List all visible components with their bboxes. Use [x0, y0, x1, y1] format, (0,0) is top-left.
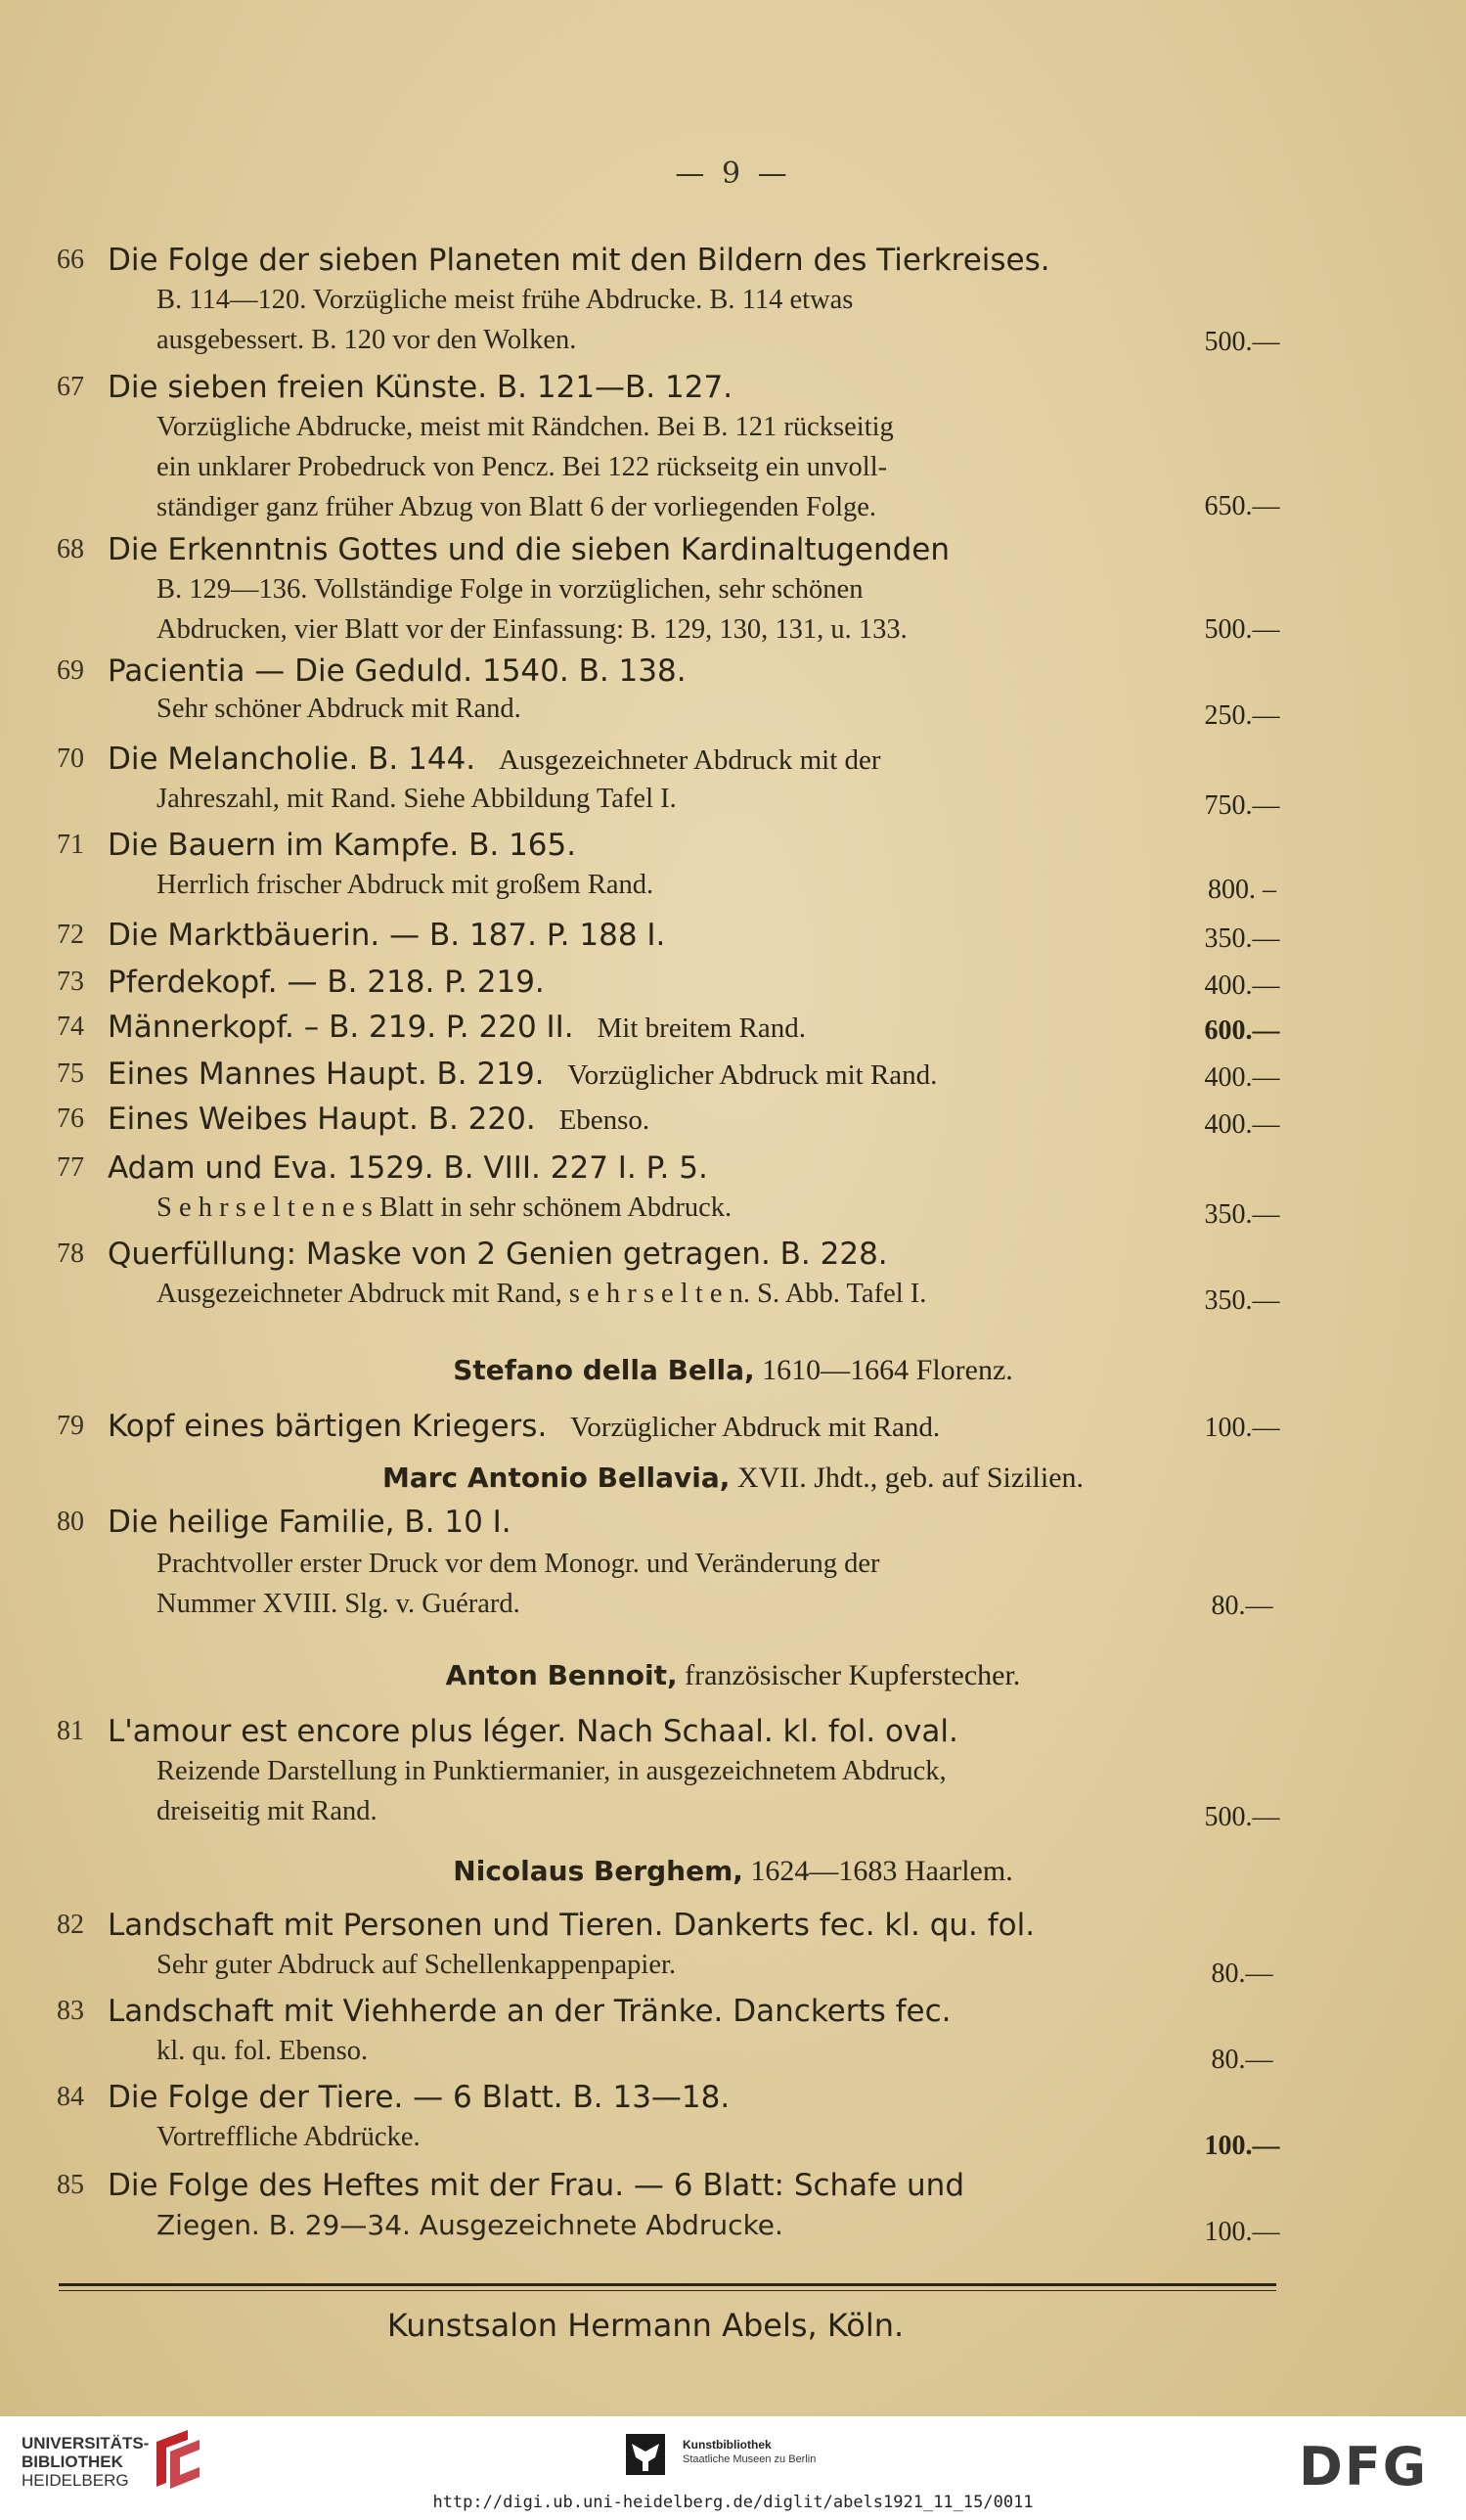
- entry-price: 100.—: [1204, 2217, 1280, 2247]
- entry-title: [108, 1102, 1213, 1137]
- entry-price: 500.—: [1204, 327, 1280, 357]
- desc-line: B. 114—120. Vorzügliche meist frühe Abdrucke. B. 114 etwas: [156, 285, 854, 315]
- desc-line: S e h r s e l t e n e s Blatt in sehr schönem Abdruck.: [156, 1192, 733, 1223]
- desc-line: Vorzügliche Abdrucke, meist mit Rändchen. Bei B. 121 rückseitig: [156, 412, 894, 442]
- entry-price: 350.—: [1204, 1285, 1280, 1316]
- entry-price: 750.—: [1204, 790, 1280, 821]
- entry-price: 600.—: [1204, 1015, 1280, 1046]
- artist-name: Stefano della Bella,: [453, 1354, 755, 1386]
- entry-number: 78: [57, 1238, 84, 1269]
- entry-number: 74: [57, 1012, 84, 1042]
- entry-description: [156, 2031, 1183, 2071]
- entry-title: Die Bauern im Kampfe. B. 165.: [108, 828, 577, 863]
- entry-description: [156, 407, 1183, 527]
- entry-price: 400.—: [1204, 1109, 1280, 1140]
- entry-description: [156, 569, 1183, 650]
- title-note: Vorzüglicher Abdruck mit Rand.: [570, 1412, 941, 1443]
- entry-title: Pacientia — Die Geduld. 1540. B. 138.: [108, 653, 687, 689]
- ub-logo-line-1: UNIVERSITÄTS-: [22, 2434, 150, 2452]
- section-heading: [0, 1462, 1466, 1495]
- entry-number: 66: [57, 245, 84, 275]
- entry-number: 85: [57, 2170, 84, 2200]
- entry-price: 500.—: [1204, 1802, 1280, 1832]
- entry-description: [156, 2205, 1183, 2245]
- entry-price: 350.—: [1204, 1199, 1280, 1230]
- desc-line: dreiseitig mit Rand.: [156, 1796, 378, 1826]
- entry-description: [156, 1751, 1183, 1831]
- entry-price: 80.—: [1211, 2045, 1273, 2075]
- entry-title: Die Folge des Heftes mit der Frau. — 6 Blatt: Schafe und: [108, 2168, 964, 2203]
- entry-title: Die heilige Familie, B. 10 I.: [108, 1505, 511, 1540]
- desc-line: Herrlich frischer Abdruck mit großem Rand.: [156, 870, 654, 900]
- artist-name: Marc Antonio Bellavia,: [381, 1462, 731, 1494]
- entry-description: [156, 1274, 1183, 1314]
- entry-description: [156, 2117, 1183, 2157]
- entry-title: Landschaft mit Personen und Tieren. Dankerts fec. kl. qu. fol.: [108, 1908, 1036, 1943]
- entry-title: Landschaft mit Viehherde an der Tränke. Danckerts fec.: [108, 1994, 952, 2029]
- entry-price: 500.—: [1204, 614, 1280, 645]
- entry-number: 83: [57, 1996, 84, 2026]
- kunstbibliothek-text: [683, 2438, 937, 2467]
- entry-number: 81: [57, 1716, 84, 1746]
- desc-line: Sehr guter Abdruck auf Schellenkappenpapier.: [156, 1950, 677, 1980]
- entry-price: 650.—: [1204, 491, 1280, 521]
- ub-logo-line-2: BIBLIOTHEK: [22, 2452, 123, 2471]
- desc-line: Ziegen. B. 29—34. Ausgezeichnete Abdrucke.: [156, 2209, 783, 2241]
- artist-name: Anton Bennoit,: [445, 1659, 678, 1691]
- artist-info: XVII. Jhdt., geb. auf Sizilien.: [736, 1462, 1085, 1494]
- entry-number: 70: [57, 743, 84, 774]
- entry-price: 80.—: [1211, 1591, 1273, 1621]
- entry-price: 400.—: [1204, 1062, 1280, 1093]
- title-note: Vorzüglicher Abdruck mit Rand.: [567, 1059, 938, 1091]
- entry-title: Adam und Eva. 1529. B. VIII. 227 I. P. 5.: [108, 1150, 708, 1186]
- entry-price: 80.—: [1211, 1958, 1273, 1989]
- entry-price: 100.—: [1204, 1413, 1280, 1443]
- entry-number: 80: [57, 1507, 84, 1537]
- desc-line: kl. qu. fol. Ebenso.: [156, 2036, 369, 2066]
- desc-line: Sehr schöner Abdruck mit Rand.: [156, 694, 521, 724]
- kunstbibliothek-eagle-icon: [626, 2434, 665, 2475]
- entry-description: [156, 865, 1183, 905]
- title-note: Ausgezeichneter Abdruck mit der: [499, 744, 881, 776]
- desc-line: Ausgezeichneter Abdruck mit Rand, s e h r s e l t e n. S. Abb. Tafel I.: [156, 1279, 927, 1309]
- entry-price: 350.—: [1204, 923, 1280, 954]
- entry-title: Die Erkenntnis Gottes und die sieben Kardinaltugenden: [108, 532, 951, 567]
- entry-price: 100.—: [1204, 2131, 1280, 2161]
- desc-line: Jahreszahl, mit Rand. Siehe Abbildung Tafel I.: [156, 784, 677, 814]
- desc-line: B. 129—136. Vollständige Folge in vorzüglichen, sehr schönen: [156, 574, 864, 605]
- dfg-logo[interactable]: DFG: [1299, 2436, 1429, 2498]
- title-main: Kopf eines bärtigen Kriegers.: [108, 1409, 548, 1444]
- entry-title: L'amour est encore plus léger. Nach Schaal. kl. fol. oval.: [108, 1714, 958, 1749]
- ub-logo-line-3: HEIDELBERG: [22, 2471, 129, 2490]
- entry-title: Querfüllung: Maske von 2 Genien getragen. B. 228.: [108, 1237, 888, 1272]
- ub-heidelberg-logo[interactable]: [22, 2434, 149, 2490]
- entry-price: 400.—: [1204, 970, 1280, 1001]
- desc-line: Vortreffliche Abdrücke.: [156, 2122, 421, 2152]
- desc-line: ständiger ganz früher Abzug von Blatt 6 der vorliegenden Folge.: [156, 492, 877, 522]
- entry-number: 76: [57, 1103, 84, 1134]
- entry-title: Die Folge der sieben Planeten mit den Bildern des Tierkreises.: [108, 243, 1050, 278]
- title-main: Männerkopf. – B. 219. P. 220 II.: [108, 1010, 574, 1045]
- entry-price: 250.—: [1204, 700, 1280, 731]
- entry-title: Die Marktbäuerin. — B. 187. P. 188 I.: [108, 918, 666, 953]
- entry-description: [156, 689, 1183, 729]
- artist-name: Nicolaus Berghem,: [453, 1855, 743, 1887]
- digitization-bar: [0, 2416, 1466, 2520]
- entry-number: 69: [57, 655, 84, 686]
- entry-title: [108, 1409, 1213, 1444]
- entry-title: [108, 742, 1213, 777]
- desc-line: ein unklarer Probedruck von Pencz. Bei 122 rückseitg ein unvoll-: [156, 452, 888, 482]
- desc-line: Abdrucken, vier Blatt vor der Einfassung: B. 129, 130, 131, u. 133.: [156, 614, 908, 645]
- page-number: — 9 —: [675, 157, 791, 191]
- footer-rule-thin: [59, 2290, 1276, 2291]
- ub-heidelberg-mark-icon: [149, 2426, 207, 2491]
- section-heading: [0, 1354, 1466, 1387]
- permalink-url[interactable]: http://digi.ub.uni-heidelberg.de/diglit/abels1921_11_15/0011: [432, 2493, 1034, 2512]
- entry-number: 73: [57, 967, 84, 997]
- entry-description: [156, 280, 1183, 360]
- entry-title: Pferdekopf. — B. 218. P. 219.: [108, 965, 545, 1000]
- entry-number: 82: [57, 1910, 84, 1940]
- kb-line-1: Kunstbibliothek: [683, 2438, 772, 2452]
- entry-title: [108, 1010, 1213, 1045]
- entry-number: 79: [57, 1411, 84, 1441]
- desc-line: Reizende Darstellung in Punktiermanier, in ausgezeichnetem Abdruck,: [156, 1756, 947, 1786]
- section-heading: [0, 1855, 1466, 1888]
- title-note: Ebenso.: [558, 1104, 650, 1136]
- entry-number: 68: [57, 534, 84, 564]
- desc-line: Prachtvoller erster Druck vor dem Monogr. und Veränderung der: [156, 1549, 880, 1579]
- entry-number: 75: [57, 1058, 84, 1089]
- title-note: Mit breitem Rand.: [597, 1012, 806, 1044]
- entry-title: Die Folge der Tiere. — 6 Blatt. B. 13—18.: [108, 2080, 731, 2115]
- entry-title: [108, 1057, 1213, 1092]
- section-heading: [0, 1659, 1466, 1692]
- entry-price: 800. –: [1208, 875, 1276, 905]
- entry-number: 67: [57, 372, 84, 402]
- artist-info: 1610—1664 Florenz.: [762, 1354, 1013, 1386]
- title-main: Eines Mannes Haupt. B. 219.: [108, 1057, 545, 1092]
- entry-number: 71: [57, 830, 84, 860]
- desc-line: Nummer XVIII. Slg. v. Guérard.: [156, 1589, 520, 1619]
- publisher-footer: Kunstsalon Hermann Abels, Köln.: [386, 2307, 905, 2344]
- title-main: Eines Weibes Haupt. B. 220.: [108, 1102, 536, 1137]
- entry-description: [156, 1188, 1183, 1228]
- entry-description: [156, 1544, 1183, 1624]
- title-main: Die Melancholie. B. 144.: [108, 742, 476, 777]
- entry-number: 84: [57, 2082, 84, 2112]
- entry-description: [156, 1945, 1183, 1985]
- footer-rule: [59, 2283, 1276, 2286]
- entry-number: 72: [57, 920, 84, 950]
- desc-line: ausgebessert. B. 120 vor den Wolken.: [156, 325, 577, 355]
- entry-description: [156, 779, 1183, 819]
- artist-info: französischer Kupferstecher.: [685, 1659, 1021, 1691]
- entry-number: 77: [57, 1152, 84, 1183]
- artist-info: 1624—1683 Haarlem.: [750, 1855, 1013, 1887]
- entry-title: Die sieben freien Künste. B. 121—B. 127.: [108, 370, 733, 405]
- kb-line-2: Staatliche Museen zu Berlin: [683, 2453, 817, 2465]
